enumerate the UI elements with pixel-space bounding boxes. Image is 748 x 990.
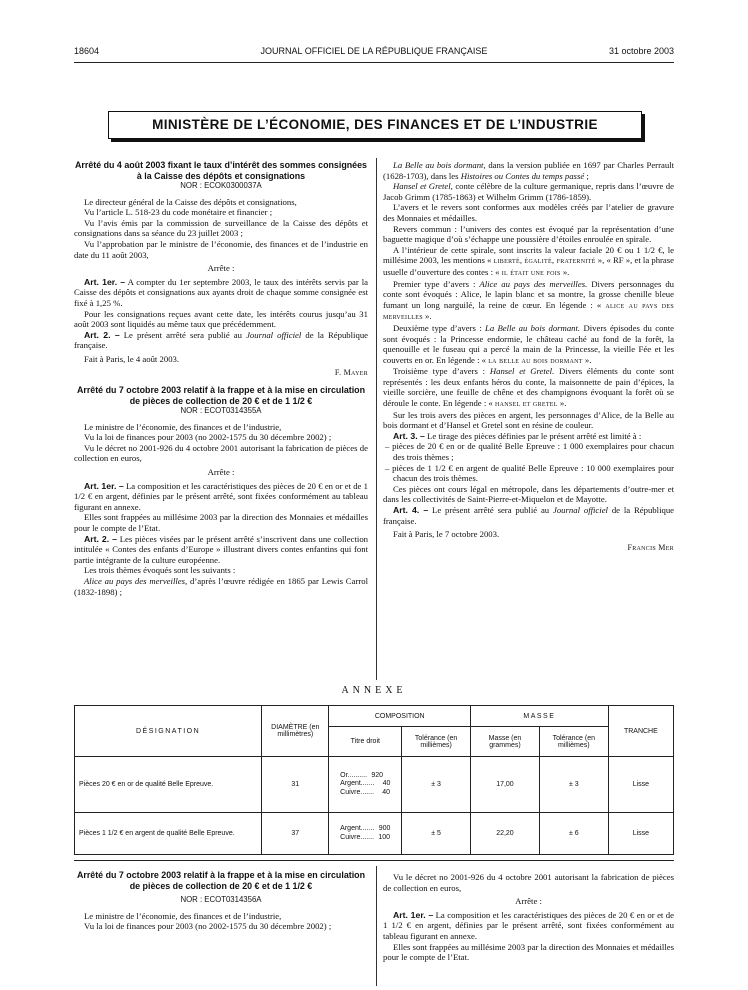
article-label: Art. 3. – — [393, 430, 425, 441]
paragraph: Le ministre de l’économie, des finances et de l’industrie, — [84, 910, 282, 921]
opening-phrase: il était une fois — [501, 267, 561, 277]
work-title: La Belle au bois dormant, — [393, 160, 486, 170]
col-header-diametre: DIAMÈTRE (en millimètres) — [262, 706, 329, 757]
list-item: – pièces de 20 € en or de qualité Belle Epreuve : 1 000 exemplaires pour chacun des trois thèmes ; — [385, 441, 674, 463]
annexe-table — [74, 705, 674, 855]
page-header — [74, 46, 674, 60]
legend-text: la belle au bois dormant — [488, 355, 583, 365]
page-number: 18604 — [74, 46, 100, 56]
column-divider — [376, 158, 377, 680]
legend-text: hansel et gretel — [494, 399, 558, 409]
article-text: La composition et les caractéristiques des pièces de 20 € en or et de 1 1/2 € en argent, définies par le présent arrêté, sont fixées conformément au tableau figurant en annexe. — [74, 480, 368, 512]
list-item: – pièces de 1 1/2 € en argent de qualité Belle Epreuve : 10 000 exemplaires pour chacun des trois thèmes. — [385, 462, 674, 484]
cell-masse: 17,00 — [471, 757, 540, 813]
date-place: Fait à Paris, le 4 août 2003. — [84, 353, 180, 364]
paragraph: Le ministre de l’économie, des finances et de l’industrie, — [84, 421, 282, 432]
metal-name: Or.......... — [340, 771, 368, 779]
paragraph: Revers commun : l’univers des contes est évoqué par la représentation d’une baguette magique d’où s’échappe une poussière d’étoiles enroulée en spirale. — [383, 223, 674, 245]
nor-reference: NOR : ECOK0300037A — [180, 181, 262, 190]
paragraph-text: ». — [562, 266, 570, 277]
cell-tranche: Lisse — [608, 757, 673, 813]
arrete-label: Arrête : — [515, 896, 542, 907]
paragraph-text: Troisième type d’avers : — [393, 366, 486, 377]
article-text: de la République française. — [74, 329, 369, 351]
right-column — [383, 160, 674, 553]
article — [74, 330, 368, 351]
work-title: La Belle au bois dormant. — [484, 322, 581, 333]
col-header-tolerance-masse: Tolérance (en millièmes) — [539, 727, 608, 757]
column-divider — [376, 866, 377, 986]
table-row — [75, 813, 674, 855]
left-column — [74, 160, 368, 597]
paragraph-text: Divers épisodes du conte sont évoqués : la Princesse endormie, le château caché au fond de la forêt, la quenouille et le fuseau qui a percé la main de la Princesse, la vieille Fée et les couverts en or. En légende : « — [383, 322, 675, 365]
metal-value: 40 — [382, 780, 391, 788]
article-label: Art. 4. – — [393, 505, 429, 515]
paragraph — [383, 366, 674, 409]
paragraph-text: A l’intérieur de cette spirale, sont inscrits la valeur faciale 20 € ou 1 1/2 €, le millésime 2003, les mentions « — [383, 244, 674, 266]
paragraph-text: Divers éléments du conte sont représentés : les deux enfants héros du conte, la maisonnette de pain d’épices, la vieille sorcière, une feuille de chêne et des champignons évoquant la forêt où se déroule le conte. En légende : « — [383, 366, 675, 409]
paragraph: Le directeur général de la Caisse des dépôts et consignations, — [84, 196, 297, 207]
paragraph: Vu l’article L. 518-23 du code monétaire et financier ; — [84, 207, 273, 218]
cell-titre — [329, 757, 402, 813]
nor-reference: NOR : ECOT0314355A — [180, 406, 262, 416]
cell-tolerance-masse: ± 6 — [539, 813, 608, 855]
journal-ref: Journal officiel — [246, 329, 302, 340]
decree-title: Arrêté du 7 octobre 2003 relatif à la frappe et à la mise en circulation de pièces de collection de 20 € et de 1 1/2 € — [76, 870, 366, 891]
metal-name: Argent....... — [340, 824, 375, 832]
col-header-titre: Titre droit — [329, 727, 402, 757]
paragraph-text: Deuxième type d’avers : — [393, 322, 482, 333]
paragraph-text: ». — [425, 311, 432, 322]
paragraph: Vu la loi de finances pour 2003 (no 2002-1575 du 30 décembre 2002) ; — [84, 921, 332, 932]
legend-text: alice au pays des merveilles — [383, 300, 675, 322]
paragraph: Ces pièces ont cours légal en métropole, dans les départements d’outre-mer et dans les collectivités de Saint-Pierre-et-Miquelon et de Mayotte. — [383, 483, 674, 505]
article-text: Le présent arrêté sera publié au — [432, 505, 550, 515]
metal-value: 900 — [378, 824, 391, 832]
metal-name: Cuivre....... — [340, 788, 375, 796]
col-header-masse: MASSE — [471, 706, 609, 727]
paragraph: Elles sont frappées au millésime 2003 par la direction des Monnaies et médailles pour le compte de l’Etat. — [74, 512, 368, 534]
paragraph: Les trois thèmes évoqués sont les suivants : — [84, 565, 236, 576]
ministry-banner: MINISTÈRE DE L’ÉCONOMIE, DES FINANCES ET DE L’INDUSTRIE — [108, 111, 642, 139]
metal-name: Argent....... — [340, 780, 375, 788]
bottom-left-column — [74, 870, 368, 932]
paragraph-text: ; — [586, 170, 589, 181]
cell-designation: Pièces 20 € en or de qualité Belle Epreuve. — [75, 757, 262, 813]
article — [74, 481, 368, 513]
cell-diametre: 37 — [262, 813, 329, 855]
table-row — [75, 757, 674, 813]
col-header-designation: DÉSIGNATION — [75, 706, 262, 757]
work-title: Hansel et Gretel, — [393, 181, 453, 192]
paragraph — [383, 181, 674, 202]
cell-titre — [329, 813, 402, 855]
metal-value: 100 — [378, 833, 391, 841]
paragraph: Pour les consignations reçues avant cette date, les intérêts courus jusqu’au 31 août 2003 sont liquidés au même taux que précédemment. — [74, 308, 368, 330]
paragraph-text: ». — [559, 398, 567, 409]
decree-title: Arrêté du 4 août 2003 fixant le taux d’intérêt des sommes consignées à la Caisse des dépôts et consignations — [75, 160, 367, 181]
article-text: de la République française. — [383, 505, 675, 526]
paragraph: Sur les trois avers des pièces en argent, les personnages d’Alice, de la Belle au bois dormant et d’Hansel et Gretel sont en résine de couleur. — [383, 409, 674, 431]
article-text: Le tirage des pièces définies par le présent arrêté est limité à : — [427, 430, 642, 441]
paragraph — [383, 160, 674, 181]
paragraph-text: d’après l’œuvre rédigée en 1865 par Lewis Carrol (1832-1898) ; — [74, 576, 368, 597]
paragraph: Vu l’avis émis par la commission de surveillance de la Caisse des dépôts et consignations dans sa séance du 23 juillet 2003 ; — [74, 217, 368, 239]
metal-value: 40 — [382, 788, 391, 796]
work-title: Alice au pays des merveilles. — [479, 278, 588, 289]
article — [383, 505, 674, 526]
article — [383, 431, 674, 442]
cell-masse: 22,20 — [471, 813, 540, 855]
article — [74, 534, 368, 566]
article-label: Art. 2. – — [84, 329, 120, 340]
article — [74, 277, 368, 309]
section-rule — [74, 860, 674, 861]
paragraph: Elles sont frappées au millésime 2003 par la direction des Monnaies et médailles pour le compte de l’Etat. — [383, 941, 674, 963]
cell-designation: Pièces 1 1/2 € en argent de qualité Belle Epreuve. — [75, 813, 262, 855]
article-label: Art. 1er. – — [393, 909, 434, 920]
cell-tolerance: ± 5 — [402, 813, 471, 855]
work-title: Hansel et Gretel. — [489, 366, 555, 377]
cell-tranche: Lisse — [608, 813, 673, 855]
cell-tolerance: ± 3 — [402, 757, 471, 813]
journal-ref: Journal officiel — [552, 505, 608, 515]
signature: F. Mayer — [334, 367, 368, 377]
article-text: La composition et les caractéristiques des pièces de 20 € en or et de 1 1/2 € en argent, définies par le présent arrêté, sont fixées conformément au tableau figurant en annexe. — [383, 909, 674, 941]
bottom-right-column — [383, 872, 674, 963]
col-header-tolerance: Tolérance (en millièmes) — [402, 727, 471, 757]
motto: liberté, égalité, fraternité — [493, 256, 596, 266]
paragraph-text: dans la version publiée en 1697 par Charles Perrault (1628-1703), dans les — [383, 160, 674, 181]
header-rule — [74, 62, 674, 63]
metal-value: 920 — [371, 771, 384, 779]
article-label: Art. 2. – — [84, 533, 117, 544]
col-header-tranche: TRANCHE — [608, 706, 673, 757]
cell-tolerance-masse: ± 3 — [539, 757, 608, 813]
journal-title: JOURNAL OFFICIEL DE LA RÉPUBLIQUE FRANÇAISE — [260, 46, 488, 56]
arrete-label: Arrête : — [207, 467, 235, 478]
paragraph-text: ». — [584, 354, 592, 365]
metal-name: Cuivre....... — [340, 833, 375, 841]
paragraph: Vu le décret no 2001-926 du 4 octobre 2001 autorisant la fabrication de pièces de collection en euros, — [383, 872, 674, 893]
paragraph: Vu l’approbation par le ministre de l’économie, des finances et de l’industrie en date du 11 août 2003, — [74, 238, 368, 260]
arrete-label: Arrête : — [207, 263, 235, 274]
issue-date: 31 octobre 2003 — [608, 46, 674, 56]
annexe-title: ANNEXE — [341, 685, 407, 696]
paragraph: L’avers et le revers sont conformes aux modèles créés par l’atelier de gravure des Monnaies et médailles. — [383, 202, 674, 223]
article-label: Art. 1er. – — [84, 276, 126, 287]
paragraph-text: conte célèbre de la culture germanique, repris dans l’œuvre de Jacob Grimm (1785-1863) et Wilhelm Grimm (1786-1859). — [383, 181, 675, 202]
col-header-masse-g: Masse (en grammes) — [471, 727, 540, 757]
article — [383, 910, 674, 942]
paragraph-text: », « RF », et la phrase usuelle d’ouverture des contes : « — [383, 255, 675, 277]
work-title: Histoires ou Contes du temps passé — [460, 170, 585, 181]
paragraph-text: Divers personnages du conte sont évoqués : Alice, le lapin blanc et sa montre, la grosse chenille bleue fumant un long narguilé, la reine de cœur. En légende : « — [383, 278, 675, 310]
article-text: Le présent arrêté sera publié au — [123, 329, 242, 340]
article-label: Art. 1er. – — [84, 480, 124, 491]
paragraph-text: Premier type d’avers : — [393, 278, 476, 289]
paragraph: Vu la loi de finances pour 2003 (no 2002-1575 du 30 décembre 2002) ; — [84, 432, 332, 443]
paragraph — [383, 279, 674, 323]
col-header-composition: COMPOSITION — [329, 706, 471, 727]
paragraph — [383, 245, 674, 279]
date-place: Fait à Paris, le 7 octobre 2003. — [393, 529, 500, 540]
cell-diametre: 31 — [262, 757, 329, 813]
article-text: A compter du 1er septembre 2003, le taux des intérêts servis par la Caisse des dépôts et consignations aux ayants droit de chaque somme consignée est fixé à 1,25 %. — [74, 276, 368, 308]
nor-reference: NOR : ECOT0314356A — [180, 895, 262, 904]
paragraph — [74, 576, 368, 597]
paragraph: Vu le décret no 2001-926 du 4 octobre 2001 autorisant la fabrication de pièces de collection en euros, — [74, 442, 368, 464]
work-title: Alice au pays des merveilles, — [84, 576, 188, 586]
paragraph — [383, 323, 674, 366]
signature: Francis Mer — [627, 542, 674, 552]
article-text: Les pièces visées par le présent arrêté s’inscrivent dans une collection intitulée « Contes des enfants d’Europe » illustrant divers contes enfantins qui font partie intégrante de la culture européenne. — [74, 533, 369, 565]
decree-title: Arrêté du 7 octobre 2003 relatif à la frappe et à la mise en circulation de pièces de collection de 20 € et de 1 1/2 € — [76, 385, 366, 406]
